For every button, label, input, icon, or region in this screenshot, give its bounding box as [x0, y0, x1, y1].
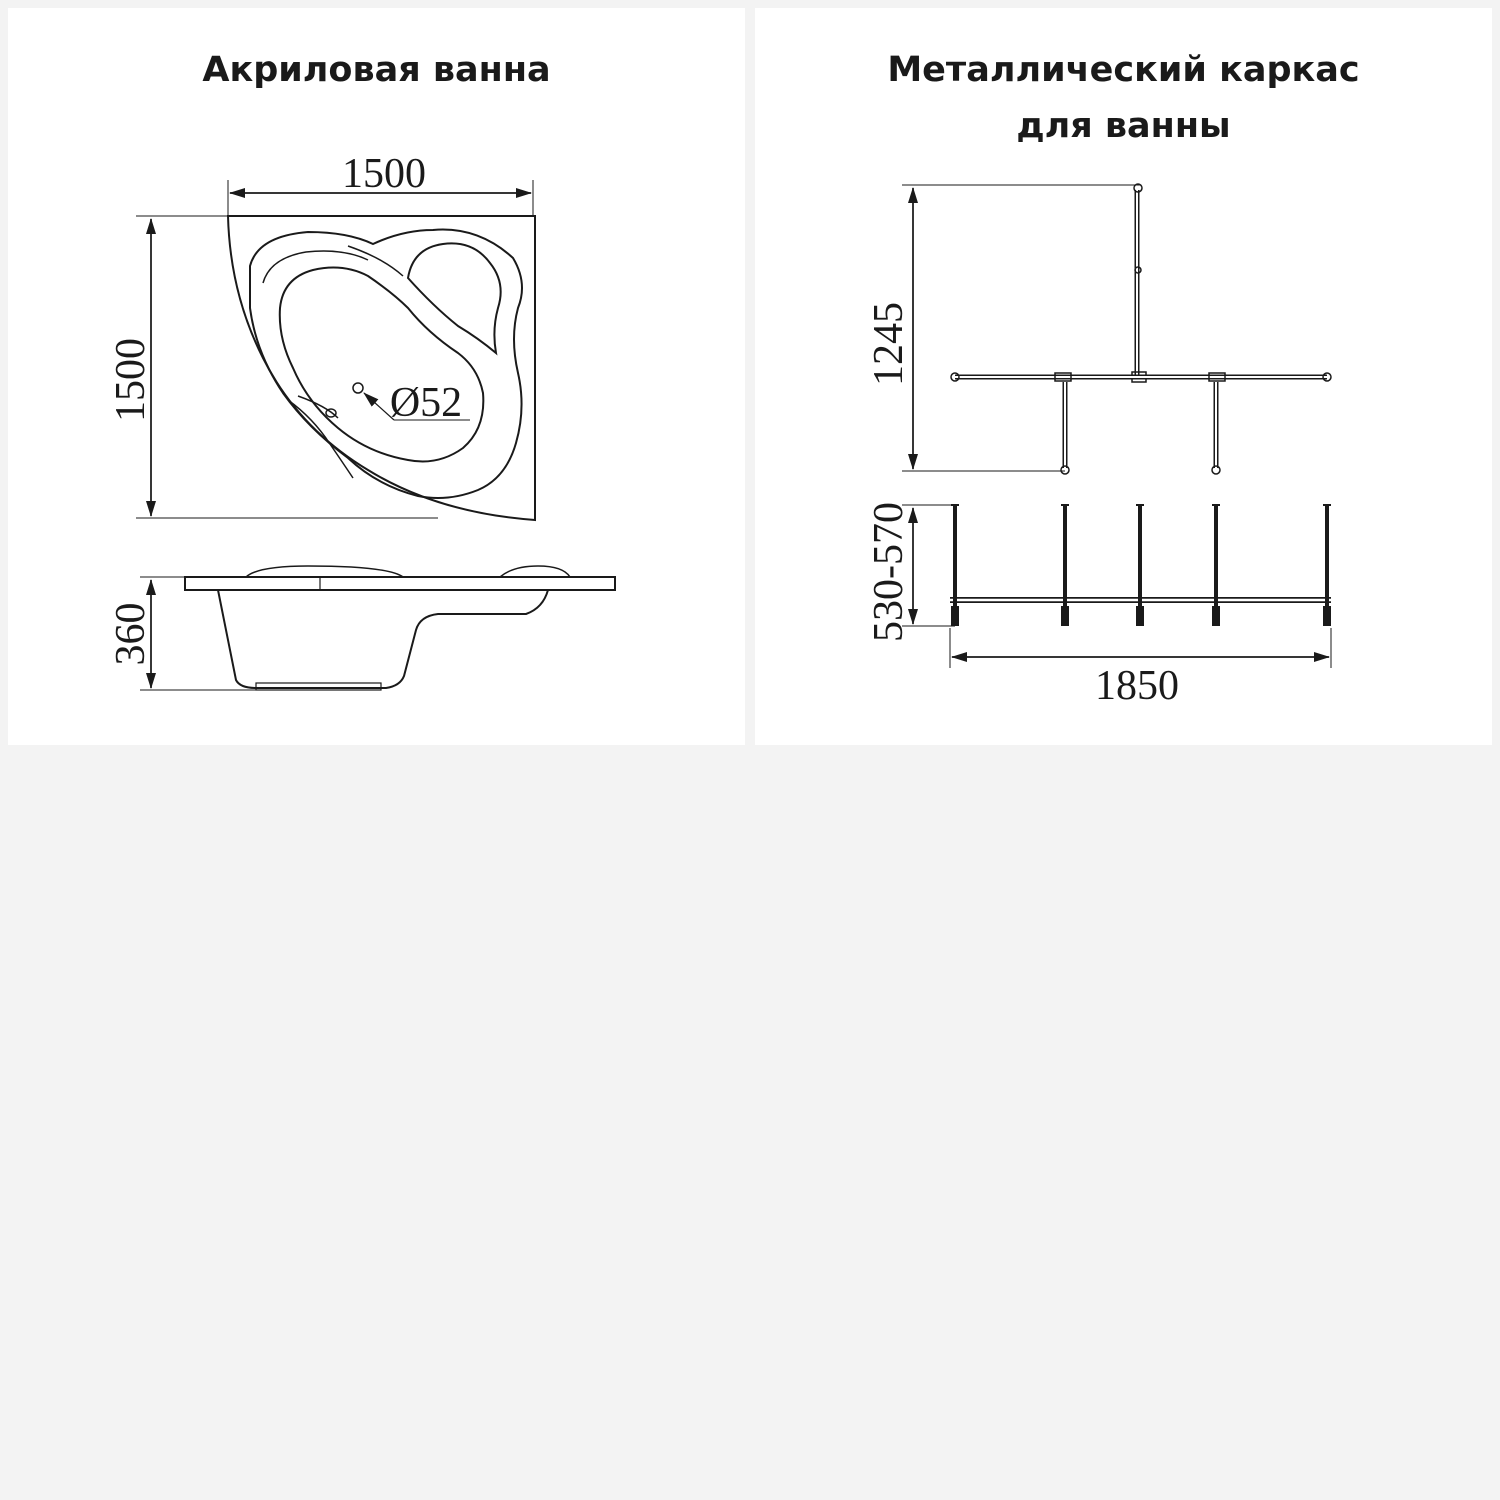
leg [951, 505, 959, 626]
bathtub-title: Акриловая ванна [202, 50, 551, 90]
leg [1212, 505, 1220, 626]
drain-dimension [364, 380, 470, 426]
frame-title-line2: для ванны [1016, 106, 1231, 146]
length-dimension [108, 216, 438, 518]
bathtub-side-view [185, 566, 615, 690]
frame-side-view [950, 505, 1331, 626]
drain-hole [353, 383, 363, 393]
frame-length-label: 1850 [1095, 663, 1179, 709]
length-label: 1500 [108, 338, 154, 422]
frame-height-dimension [866, 185, 1141, 471]
leg-height-label: 530-570 [866, 502, 912, 642]
frame-panel [755, 8, 1492, 745]
frame-top-view [951, 184, 1331, 474]
width-label: 1500 [342, 151, 426, 197]
leg [1136, 505, 1144, 626]
bathtub-panel [8, 8, 745, 745]
frame-title-line1: Металлический каркас [887, 50, 1360, 90]
depth-label: 360 [108, 602, 154, 666]
bathtub-drawing [8, 8, 745, 745]
leg [1323, 505, 1331, 626]
leg [1061, 505, 1069, 626]
frame-length-dimension [950, 628, 1331, 709]
bathtub-top-view [228, 216, 535, 520]
leg-height-dimension [866, 502, 955, 642]
frame-drawing [755, 8, 1492, 745]
drain-label: Ø52 [389, 380, 463, 426]
frame-height-label: 1245 [866, 302, 912, 386]
width-dimension [228, 151, 533, 215]
